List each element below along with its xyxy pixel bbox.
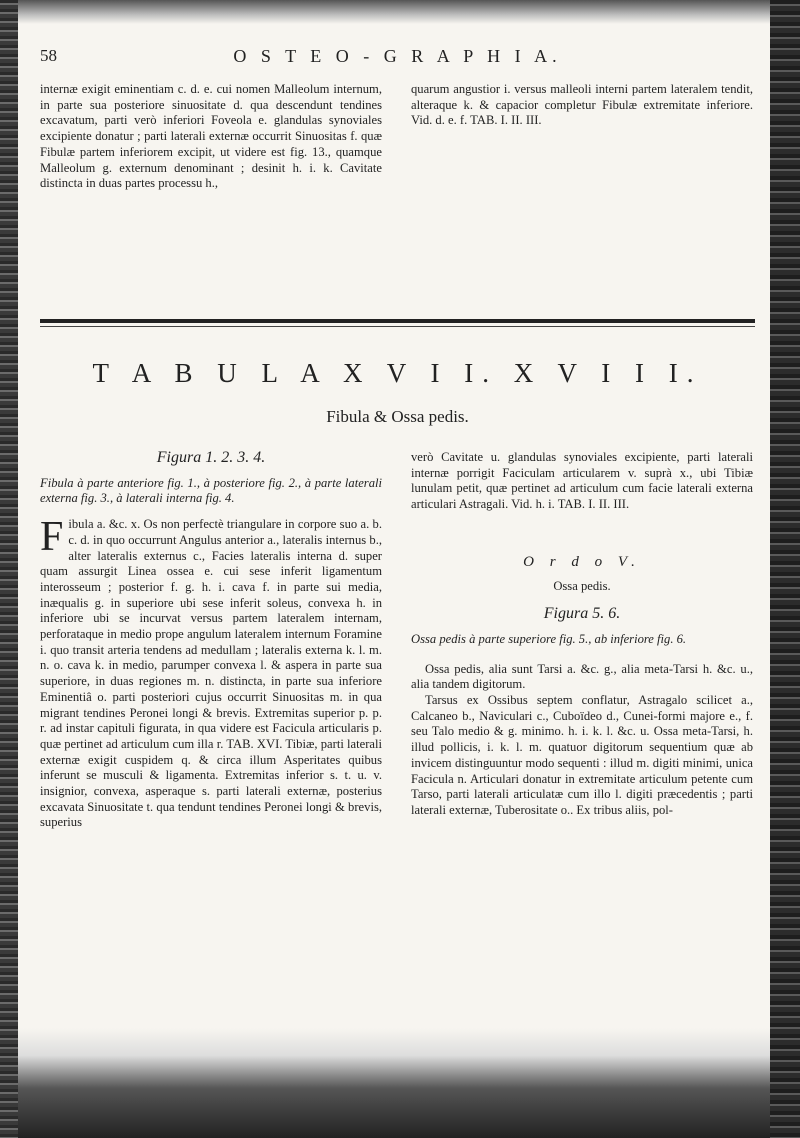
paragraph: Ossa pedis, alia sunt Tarsi a. &c. g., alia meta-Tarsi h. &c. u., alia tandem digitorum. (411, 661, 753, 692)
binding-edge-left (0, 0, 18, 1138)
paragraph: Tarsus ex Ossibus septem conflatur, Astragalo scilicet a., Calcaneo b., Naviculari c., Cuboïdeo d., Cunei-formi majore e., f. seu Talo medio & g. minimo. h. i. k. l. &c. u. Ossa meta-Tarsi, h. illud pollicis, i. k. l. m. quatuor digitorum sequentium quæ ab invicem distinguuntur modo sequenti : illud m. digiti minimi, unica Facicula n. Articulari donatur in extremitate articulum petente cum Tarso, parti laterali articulatæ cum illo l. digiti præcedentis ; parti laterali externæ, Tuberositate o.. Ex tribus aliis, pol- (411, 693, 753, 817)
top-left-column (40, 82, 382, 192)
left-column (40, 450, 382, 831)
running-head (40, 46, 755, 72)
ordo-heading: O r d o V. (523, 553, 641, 570)
page-number: 58 (40, 46, 57, 65)
paragraph: ibula a. &c. x. Os non perfectè triangulare in corpore suo a. b. c. d. in quo occurrunt Angulus anterior a., lateralis internus b., alter lateralis externus c., Facies lateralis interna d. super quam assurgit Linea ossea e. cui sese inferit ligamentum interosseum ; posterior f. g. h. i. cava f. in parte sui media, inæqualis g. in superiore ubi sese inferit soleus, convexa h. in inferiore ubi se incurvat versus partem lateralem internam, perforataque in medio prope angulum lateralem internum Foramine i. quo transit arteria tendens ad medullam ; lateralis externa k. l. m. n. o. cava k. in medio, parumper convexa l. & aspera in parte sua superiore, in duas regiones m. n. distincta, in parte sua inferiore Eminentiâ o. parti posteriori cujus occurrit Sinuositas m. in qua migrant tendines Peronei longi & brevis. Extremitas superior p. p. r. ad instar capituli figurata, in qua videre est Facicula articularis p. quæ pertinet ad articulum cum illa r. TAB. XVI. Tibiæ, parti laterali externæ exigit cuspidem q. & circa illum Asperitates quibus inferunt se musculi & ligamenta. Extremitas inferior s. t. u. v. insignior, convexa, asperaque s. parti laterali externæ, posterius excavata Sinuositate t. qua tendunt tendines Peronei longi & brevis, superius (40, 517, 382, 830)
drop-cap: F (40, 514, 64, 561)
figure-caption: Fibula à parte anteriore fig. 1., à posteriore fig. 2., à parte laterali externa fig. 3., à laterali interna fig. 4. (40, 475, 382, 506)
right-column (411, 450, 753, 819)
figure-caption: Ossa pedis à parte superiore fig. 5., ab inferiore fig. 6. (411, 631, 687, 646)
page-edge-right (770, 0, 800, 1138)
paragraph: verò Cavitate u. glandulas synoviales excipiente, parti laterali internæ porrigit Faciculam articularem v. suprà x., ubi Tibiæ lunulam petit, quæ pertinet ad articulum cum facie laterali externa articulari Astragali. Vid. h. i. TAB. I. II. III. (411, 450, 753, 512)
figure-heading: Figura 1. 2. 3. 4. (156, 449, 266, 466)
tabula-title: T A B U L A X V I I. X V I I I. (92, 358, 703, 388)
page-title: O S T E O - G R A P H I A. (233, 46, 562, 66)
paragraph: internæ exigit eminentiam c. d. e. cui nomen Malleolum internum, in parte sua posteriore sinuositate d. qua descendunt tendines excavatum, parti verò inferiori Foveola e. glandulas synoviales excipiente donatur ; parti laterali externæ occurrit Sinuositas f. quæ Fibulæ partem inferiorem excipit, ut videre est fig. 13., quamque Malleolum g. externum denominant ; desinit h. i. k. Cavitate distincta in duas partes processu h., (40, 82, 382, 191)
page-edge-top (18, 0, 770, 24)
section-rule-thin (40, 326, 755, 327)
ordo-subheading: Ossa pedis. (553, 578, 611, 593)
top-right-column (411, 82, 753, 129)
section-rule-thick (40, 319, 755, 323)
tabula-subtitle: Fibula & Ossa pedis. (326, 407, 469, 426)
page-edge-bottom (18, 1028, 770, 1138)
figure-heading: Figura 5. 6. (543, 605, 621, 623)
paragraph: quarum angustior i. versus malleoli interni partem lateralem tendit, alteraque k. & capacior completur Fibulæ extremitate inferiore. Vid. d. e. f. TAB. I. II. III. (411, 82, 753, 128)
